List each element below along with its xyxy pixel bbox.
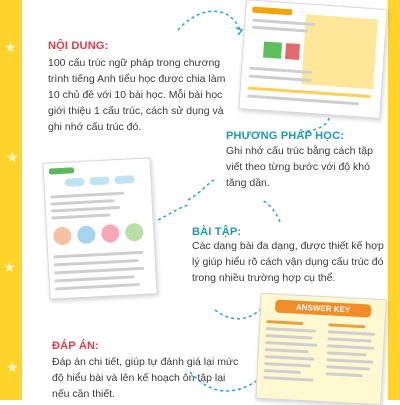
method-heading: PHƯƠNG PHÁP HỌC:: [226, 130, 345, 142]
answers-heading: ĐÁP ÁN:: [52, 340, 100, 352]
answer-key-title: ANSWER KEY: [295, 302, 351, 315]
left-yellow-border: [0, 0, 22, 400]
star-icon: ★: [6, 149, 19, 165]
content-text: 100 cấu trúc ngữ pháp trong chương trình tiếng Anh tiểu học được chia làm 10 chủ đề với 10 bài học. Mỗi bài học giới thiệu 1 cấu trúc, cách sử dụng và ghi nhớ cấu trúc đó.: [48, 57, 226, 133]
content-heading: NỘI DUNG:: [48, 40, 109, 52]
star-icon: ★: [3, 259, 16, 275]
exercise-page-thumbnail: [42, 157, 157, 299]
lesson-page-thumbnail: [238, 0, 387, 119]
star-icon: ★: [4, 39, 17, 55]
exercises-text: Các dạng bài đa dạng, được thiết kế hợp lý giúp hiểu rõ cách vận dụng cấu trúc đó trong nhiều trường hợp cụ thể.: [192, 240, 384, 284]
exercises-heading: BÀI TẬP:: [192, 226, 242, 238]
answer-key-thumbnail: [255, 293, 386, 405]
method-text: Ghi nhớ cấu trúc bằng cách tập viết theo từng bước với độ khó tăng dần.: [226, 145, 373, 189]
right-yellow-border: [388, 0, 400, 400]
star-icon: ★: [6, 359, 19, 375]
answers-text: Đáp án chi tiết, giúp tự đánh giá lại mức độ hiểu bài và lên kế hoạch ôn tập lại nếu cần thiết.: [52, 356, 239, 400]
